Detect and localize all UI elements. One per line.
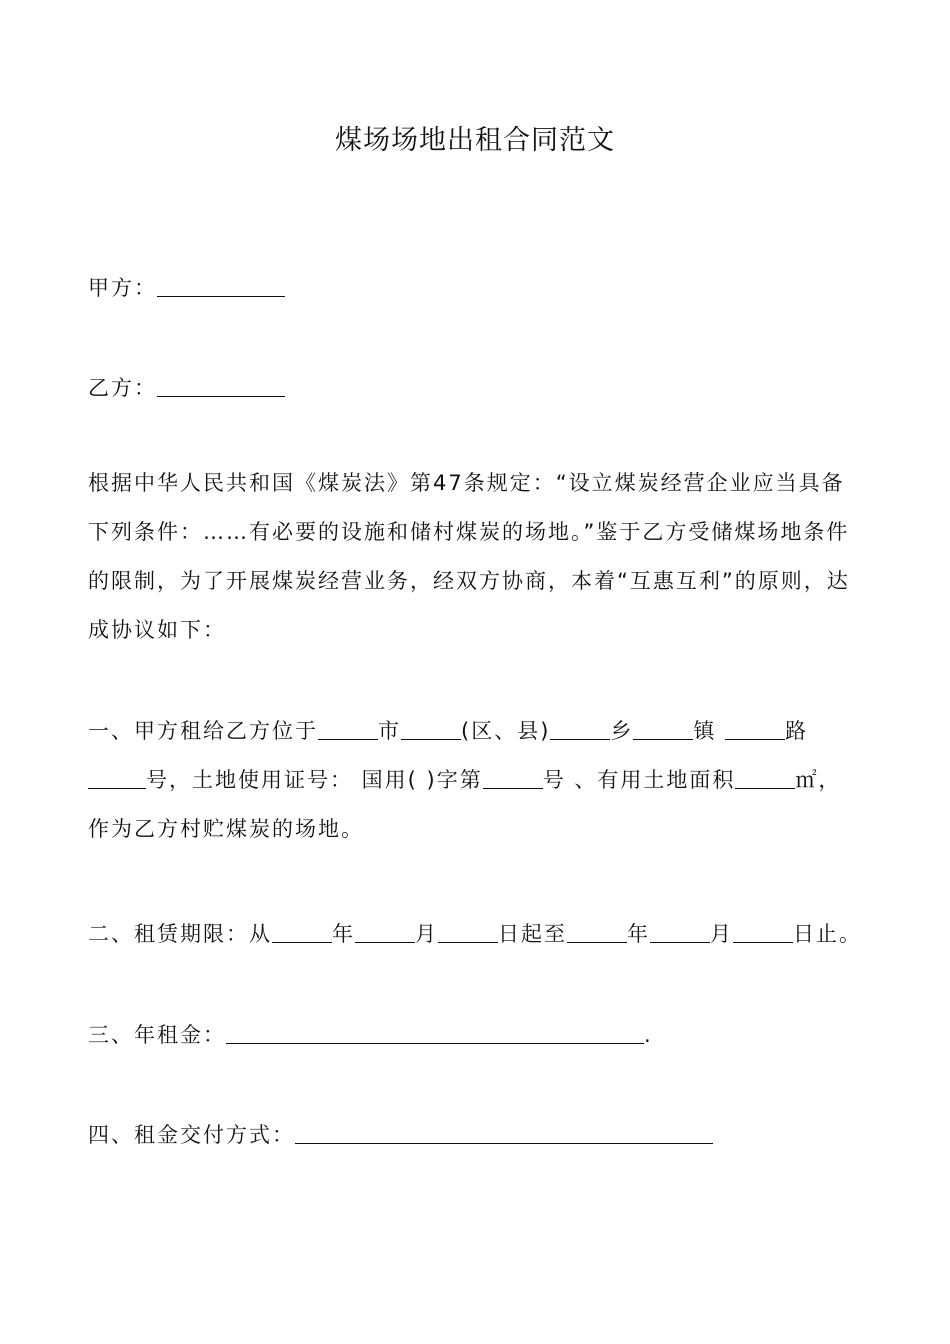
start-year-blank: [272, 922, 332, 943]
clause-1-paragraph: [88, 707, 864, 854]
clause-1-text: 一、甲方租给乙方位于: [88, 719, 318, 743]
party-b-line: [88, 372, 285, 402]
township-blank: [550, 719, 610, 740]
party-b-blank: [157, 376, 285, 397]
clause-1-text: 乡: [610, 719, 634, 743]
number-blank: [88, 768, 146, 789]
town-blank: [633, 719, 693, 740]
clause-1-text: 镇: [693, 719, 726, 743]
start-day-blank: [438, 922, 498, 943]
payment-method-label: 四、租金交付方式：: [88, 1123, 295, 1147]
preamble-paragraph: 根据中华人民共和国《煤炭法》第47条规定：“设立煤炭经营企业应当具备下列条件：……有必要的设施和储村煤炭的场地。”鉴于乙方受储煤场地条件的限制，为了开展煤炭经营业务，经双方协商，本着“互惠互利”的原则，达成协议如下：: [88, 471, 850, 642]
clause-2-text: 日止。: [793, 922, 862, 946]
clause-1-text: 号，土地使用证号： 国用( )字第: [146, 768, 483, 792]
clause-3-end: .: [644, 1023, 653, 1047]
clause-1-text: 号 、有用土地面积: [542, 768, 736, 792]
clause-1-text: ㎡，作为乙方村贮煤炭的场地。: [88, 768, 842, 841]
clause-2-text: 月: [710, 922, 733, 946]
clause-2-text: 年: [627, 922, 650, 946]
annual-rent-label: 三、年租金：: [88, 1023, 226, 1047]
clause-2-text: 年: [332, 922, 355, 946]
clause-3-line: [88, 1019, 653, 1049]
annual-rent-blank: [226, 1023, 644, 1044]
party-a-line: [88, 272, 285, 302]
road-blank: [725, 719, 785, 740]
payment-method-blank: [295, 1123, 713, 1144]
area-blank: [735, 768, 795, 789]
clause-4-line: [88, 1119, 713, 1149]
end-month-blank: [650, 922, 710, 943]
party-b-label: 乙方：: [88, 376, 157, 400]
city-blank: [318, 719, 378, 740]
clause-1-text: 路: [785, 719, 809, 743]
party-a-blank: [157, 276, 285, 297]
district-blank: [401, 719, 461, 740]
clause-1-text: (区、县): [461, 719, 551, 743]
end-year-blank: [567, 922, 627, 943]
certificate-number-blank: [483, 768, 543, 789]
clause-2-text: 月: [415, 922, 438, 946]
clause-1-text: 市: [378, 719, 401, 743]
clause-2-line: [88, 918, 862, 948]
clause-2-text: 日起至: [498, 922, 567, 946]
end-day-blank: [733, 922, 793, 943]
party-a-label: 甲方：: [88, 276, 157, 300]
start-month-blank: [355, 922, 415, 943]
document-title: 煤场场地出租合同范文: [335, 125, 615, 156]
clause-2-text: 二、租赁期限：从: [88, 922, 272, 946]
